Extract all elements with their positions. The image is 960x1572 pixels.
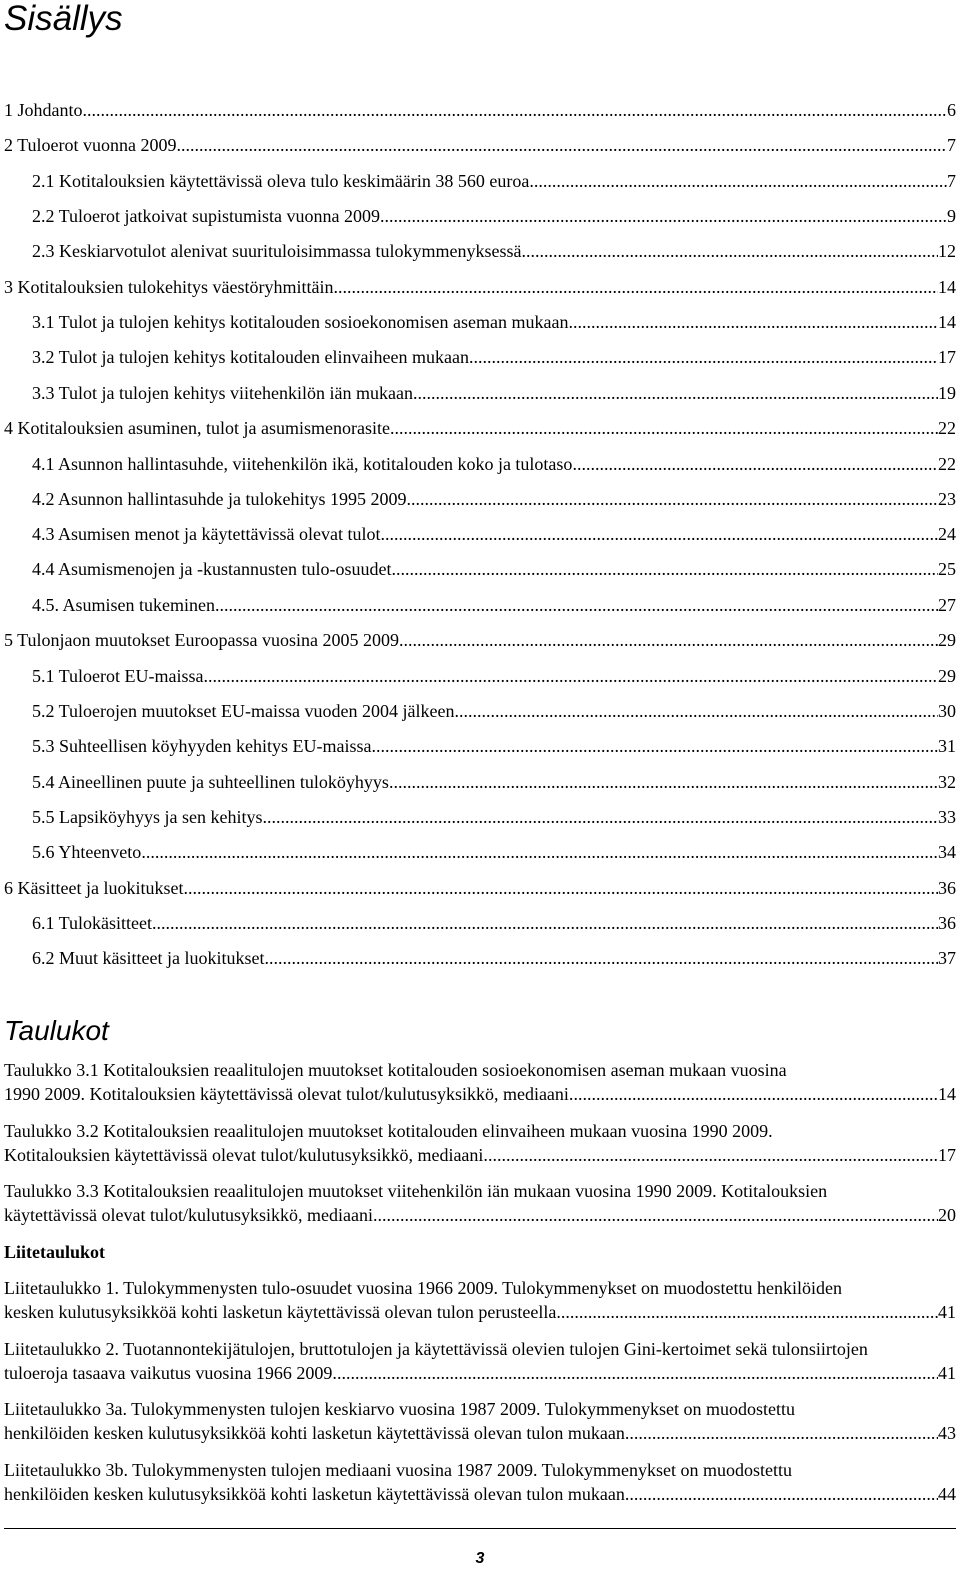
toc-entry[interactable] [32, 840, 956, 864]
toc-leader-dots [469, 345, 938, 369]
toc-leader-dots [529, 169, 947, 193]
toc-entry[interactable] [32, 239, 956, 263]
toc-entry[interactable] [32, 593, 956, 617]
toc-leader-dots [377, 1203, 938, 1227]
toc-entry-page: 33 [938, 807, 956, 827]
toc-leader-dots [399, 628, 938, 652]
toc-entry-title: 4.1 Asunnon hallintasuhde, viitehenkilön ikä, kotitalouden koko ja tulotaso [32, 454, 573, 474]
toc-entry[interactable] [32, 452, 956, 476]
toc-entry[interactable] [32, 770, 956, 794]
toc-leader-dots [380, 522, 938, 546]
toc-entry-page: 23 [938, 489, 956, 509]
toc-leader-dots [215, 593, 938, 617]
tables-heading: Taulukot [4, 1015, 109, 1046]
table-entry-line2: käytettävissä olevat tulot/kulutusyksikkö, mediaani. [4, 1205, 378, 1225]
toc-entry-page: 29 [938, 666, 956, 686]
toc-entry-page: 24 [938, 524, 956, 544]
toc-entry-title: 6.1 Tulokäsitteet [32, 913, 153, 933]
toc-entry-title: 4.4 Asumismenojen ja -kustannusten tulo-osuudet [32, 559, 392, 579]
toc-entry-page: 12 [938, 241, 956, 261]
toc-leader-dots [521, 239, 938, 263]
toc-leader-dots [390, 416, 938, 440]
toc-leader-dots [568, 310, 938, 334]
toc-entry[interactable] [32, 734, 956, 758]
toc-entry-page: 34 [938, 842, 956, 862]
toc-leader-dots [183, 876, 938, 900]
toc-entry[interactable] [4, 876, 956, 900]
toc-entry-page: 36 [938, 913, 956, 933]
toc-entry-title: 5.1 Tuloerot EU-maissa [32, 666, 204, 686]
page-number: 3 [475, 1550, 485, 1567]
table-entry-line2: Kotitalouksien käytettävissä olevat tulot/kulutusyksikkö, mediaani. [4, 1145, 488, 1165]
toc-leader-dots [83, 98, 948, 122]
toc-entry[interactable] [32, 169, 956, 193]
toc-entry[interactable] [32, 805, 956, 829]
toc-entry[interactable] [4, 275, 956, 299]
toc-leader-dots [333, 275, 938, 299]
toc-entry-page: 17 [938, 347, 956, 367]
toc-leader-dots [152, 911, 938, 935]
toc-entry-title: 6.2 Muut käsitteet ja luokitukset [32, 948, 265, 968]
toc-leader-dots [573, 1082, 938, 1106]
toc-entry-page: 36 [938, 878, 956, 898]
toc-entry-title: 4.2 Asunnon hallintasuhde ja tulokehitys 1995 2009 [32, 489, 407, 509]
toc-entry-page: 32 [938, 772, 956, 792]
appendix-entry-line1: Liitetaulukko 3b. Tulokymmenysten tulojen mediaani vuosina 1987 2009. Tulokymmenykset on muodostettu [4, 1460, 792, 1480]
toc-entry[interactable] [32, 911, 956, 935]
toc-entry[interactable] [32, 310, 956, 334]
toc-entry-title: 5 Tulonjaon muutokset Euroopassa vuosina 2005 2009 [4, 630, 399, 650]
appendix-table-entry[interactable] [4, 1337, 956, 1385]
toc-leader-dots [391, 557, 938, 581]
appendix-table-entry[interactable] [4, 1276, 956, 1324]
toc-entry-page: 19 [938, 383, 956, 403]
toc-leader-dots [141, 840, 938, 864]
toc-entry-page: 22 [938, 454, 956, 474]
toc-entry-title: 5.6 Yhteenveto [32, 842, 142, 862]
toc-leader-dots [371, 734, 938, 758]
toc-entry-title: 2.3 Keskiarvotulot alenivat suurituloisimmassa tulokymmenyksessä [32, 241, 522, 261]
appendix-entry-line2: tuloeroja tasaava vaikutus vuosina 1966 2009. [4, 1363, 337, 1383]
toc-entry[interactable] [32, 557, 956, 581]
toc-leader-dots [406, 487, 938, 511]
toc-entry-title: 3.3 Tulot ja tulojen kehitys viitehenkilön iän mukaan [32, 383, 413, 403]
table-entry-page: 14 [938, 1084, 956, 1104]
appendix-entry-page: 43 [938, 1423, 956, 1443]
toc-entry-title: 5.4 Aineellinen puute ja suhteellinen tuloköyhyys [32, 772, 389, 792]
toc-leader-dots [572, 452, 938, 476]
toc-entry[interactable] [4, 98, 956, 122]
toc-leader-dots [389, 770, 938, 794]
appendix-entry-line2: kesken kulutusyksikköä kohti lasketun käytettävissä olevan tulon perusteella. [4, 1302, 561, 1322]
toc-entry-page: 27 [938, 595, 956, 615]
toc-entry-title: 5.5 Lapsiköyhyys ja sen kehitys [32, 807, 263, 827]
toc-leader-dots [561, 1300, 938, 1324]
toc-entry-title: 4 Kotitalouksien asuminen, tulot ja asumismenorasite [4, 418, 390, 438]
toc-entry[interactable] [32, 345, 956, 369]
toc-leader-dots [177, 133, 947, 157]
table-entry-line2: 1990 2009. Kotitalouksien käytettävissä olevat tulot/kulutusyksikkö, mediaani. [4, 1084, 574, 1104]
table-list-entry[interactable] [4, 1058, 956, 1106]
appendix-entry-line2: henkilöiden kesken kulutusyksikköä kohti lasketun käytettävissä olevan tulon mukaan. [4, 1484, 630, 1504]
appendix-entry-line1: Liitetaulukko 3a. Tulokymmenysten tulojen keskiarvo vuosina 1987 2009. Tulokymmenykset on muodostettu [4, 1399, 795, 1419]
toc-leader-dots [629, 1482, 938, 1506]
appendix-entry-line1: Liitetaulukko 2. Tuotannontekijätulojen, bruttotulojen ja käytettävissä olevien tulojen Gini-kertoimet sekä tulonsiirtojen [4, 1339, 868, 1359]
table-entry-line1: Taulukko 3.1 Kotitalouksien reaalitulojen muutokset kotitalouden sosioekonomisen aseman mukaan vuosina [4, 1060, 787, 1080]
toc-leader-dots [413, 381, 938, 405]
toc-entry[interactable] [32, 699, 956, 723]
toc-entry[interactable] [32, 381, 956, 405]
appendix-entry-page: 41 [938, 1363, 956, 1383]
toc-entry[interactable] [32, 946, 956, 970]
toc-entry-title: 6 Käsitteet ja luokitukset [4, 878, 184, 898]
toc-entry-title: 3 Kotitalouksien tulokehitys väestöryhmittäin [4, 277, 334, 297]
table-entry-page: 20 [938, 1205, 956, 1225]
toc-entry-title: 2 Tuloerot vuonna 2009 [4, 135, 177, 155]
appendix-entry-page: 44 [938, 1484, 956, 1504]
toc-leader-dots [204, 664, 938, 688]
appendix-tables-heading: Liitetaulukot [4, 1242, 106, 1262]
toc-entry[interactable] [32, 522, 956, 546]
toc-entry-page: 22 [938, 418, 956, 438]
toc-entry[interactable] [32, 487, 956, 511]
page-title: Sisällys [4, 0, 123, 38]
toc-entry-page: 29 [938, 630, 956, 650]
toc-entry-title: 2.2 Tuloerot jatkoivat supistumista vuonna 2009 [32, 206, 381, 226]
toc-entry-page: 6 [947, 100, 956, 120]
appendix-entry-line1: Liitetaulukko 1. Tulokymmenysten tulo-osuudet vuosina 1966 2009. Tulokymmenykset on muodostettu henkilöiden [4, 1278, 842, 1298]
toc-leader-dots [262, 805, 938, 829]
table-entry-line1: Taulukko 3.3 Kotitalouksien reaalitulojen muutokset viitehenkilön iän mukaan vuosina 1990 2009. Kotitalouksien [4, 1181, 828, 1201]
appendix-entry-page: 41 [938, 1302, 956, 1322]
appendix-table-entry[interactable] [4, 1458, 956, 1506]
toc-entry-page: 14 [938, 312, 956, 332]
table-list-entry[interactable] [4, 1119, 956, 1167]
toc-entry-page: 9 [947, 206, 956, 226]
toc-entry-title: 2.1 Kotitalouksien käytettävissä oleva tulo keskimäärin 38 560 euroa [32, 171, 530, 191]
toc-leader-dots [264, 946, 938, 970]
toc-leader-dots [337, 1361, 938, 1385]
toc-entry-title: 4.3 Asumisen menot ja käytettävissä olevat tulot [32, 524, 381, 544]
toc-entry-title: 4.5. Asumisen tukeminen [32, 595, 215, 615]
toc-entry-title: 3.1 Tulot ja tulojen kehitys kotitalouden sosioekonomisen aseman mukaan [32, 312, 569, 332]
appendix-entry-line2: henkilöiden kesken kulutusyksikköä kohti lasketun käytettävissä olevan tulon mukaan. [4, 1423, 630, 1443]
toc-leader-dots [488, 1143, 938, 1167]
toc-entry-page: 25 [938, 559, 956, 579]
toc-leader-dots [629, 1421, 938, 1445]
toc-entry-title: 3.2 Tulot ja tulojen kehitys kotitalouden elinvaiheen mukaan [32, 347, 469, 367]
footer-divider [4, 1528, 956, 1529]
toc-entry-page: 7 [947, 135, 956, 155]
toc-entry-title: 1 Johdanto [4, 100, 83, 120]
toc-entry[interactable] [4, 416, 956, 440]
toc-leader-dots [380, 204, 947, 228]
appendix-table-entry[interactable] [4, 1397, 956, 1445]
toc-entry-title: 5.3 Suhteellisen köyhyyden kehitys EU-maissa [32, 736, 372, 756]
toc-entry-page: 14 [938, 277, 956, 297]
toc-entry[interactable] [4, 133, 956, 157]
toc-entry-page: 31 [938, 736, 956, 756]
toc-entry-page: 37 [938, 948, 956, 968]
table-entry-line1: Taulukko 3.2 Kotitalouksien reaalitulojen muutokset kotitalouden elinvaiheen mukaan vuosina 1990 2009. [4, 1121, 773, 1141]
table-list-entry[interactable] [4, 1179, 956, 1227]
toc-entry-page: 30 [938, 701, 956, 721]
toc-entry[interactable] [4, 628, 956, 652]
table-entry-page: 17 [938, 1145, 956, 1165]
toc-entry-page: 7 [947, 171, 956, 191]
toc-entry[interactable] [32, 204, 956, 228]
toc-entry[interactable] [32, 664, 956, 688]
toc-entry-title: 5.2 Tuloerojen muutokset EU-maissa vuoden 2004 jälkeen [32, 701, 455, 721]
toc-leader-dots [454, 699, 938, 723]
